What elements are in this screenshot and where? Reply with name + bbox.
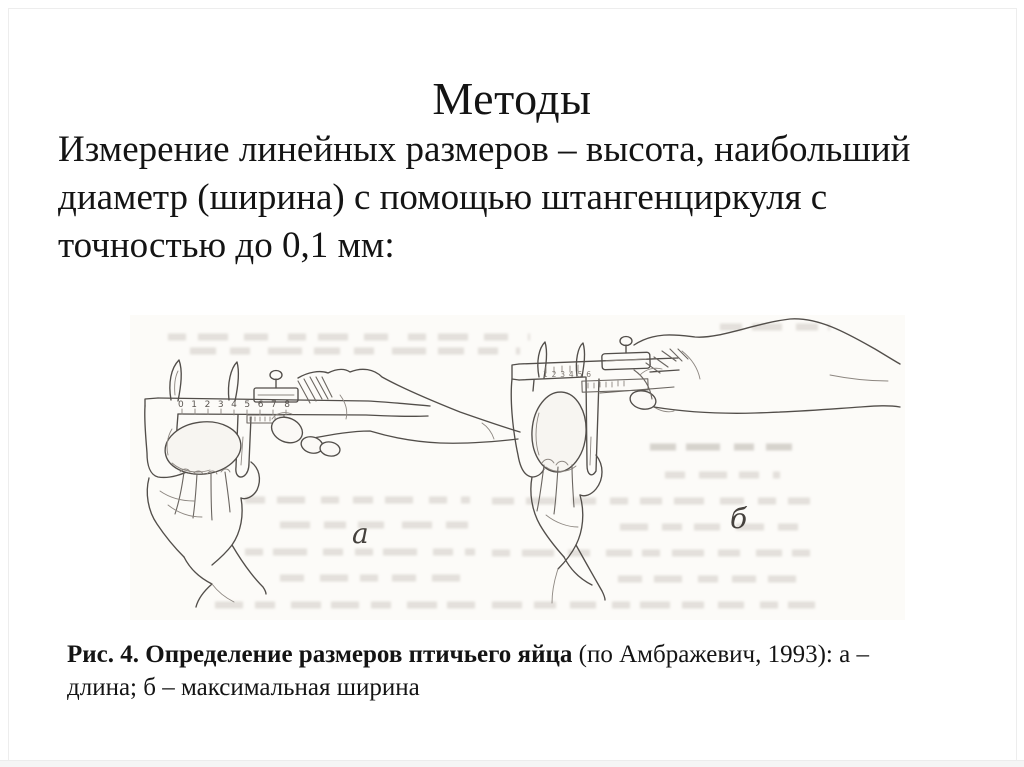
slide-title: Методы (432, 72, 592, 124)
body-line-3: точностью до 0,1 мм: (58, 225, 395, 266)
caliper-b-scale-numbers: 1 2 3 4 5 6 (543, 370, 591, 379)
hand-gripping-caliper-b (634, 319, 900, 413)
hand-holding-egg-a (147, 462, 266, 607)
caption-line-2: длина; б – максимальная ширина (67, 674, 420, 701)
illustration-b-caliper-width (511, 319, 900, 603)
illustration-a-caliper-length (145, 360, 520, 607)
caption-line-1 (67, 638, 937, 671)
caliper-a-scale-numbers: 0 1 2 3 4 5 6 7 8 (178, 400, 290, 410)
label-a: а (352, 517, 369, 550)
scan-bleed-marks (168, 327, 830, 605)
label-b: б (730, 502, 748, 535)
hand-gripping-caliper-a (268, 369, 520, 457)
body-line-2: диаметр (ширина) с помощью штангенциркуля с (58, 177, 828, 218)
thumb-b (628, 388, 657, 411)
caption-regular-part: (по Амбражевич, 1993): а – (578, 641, 869, 668)
figure-drawing (130, 315, 905, 620)
egg-a (162, 418, 244, 479)
hand-holding-egg-b (531, 455, 605, 603)
caption-bold-part: Рис. 4. Определение размеров птичьего яйца (67, 641, 573, 668)
slide-border-top (8, 8, 1017, 9)
figure-scan-image (130, 315, 905, 620)
egg-b (529, 390, 588, 474)
body-paragraph (58, 126, 994, 270)
bottom-strip (0, 760, 1024, 767)
body-line-1: Измерение линейных размеров – высота, наибольший (58, 129, 911, 170)
figure-caption (67, 638, 937, 704)
